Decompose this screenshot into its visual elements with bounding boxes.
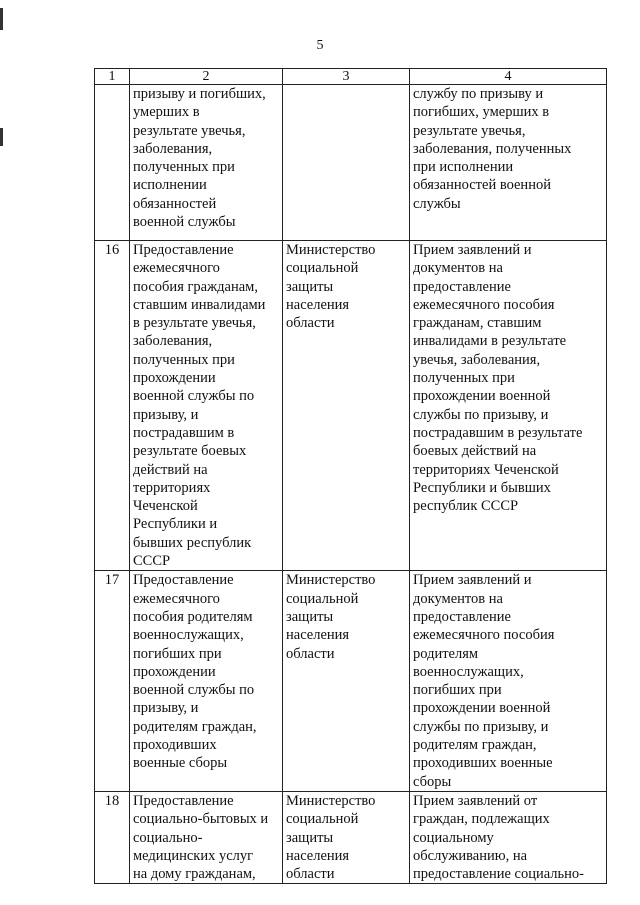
- table-row: [95, 85, 607, 241]
- header-row: [95, 69, 607, 85]
- service-name: Предоставление ежемесячного пособия гражданам, ставшим инвалидами в результате увечья, заболевания, полученных при прохождении военной службы по призыву, и пострадавшим в результате боевых действий на территориях Чеченской Республики и бывших республик СССР: [130, 241, 283, 571]
- column-header: 1: [95, 69, 130, 85]
- service-name: Предоставление социально-бытовых и социально- медицинских услуг на дому гражданам,: [130, 791, 283, 883]
- authority-name: Министерство социальной защиты населения области: [283, 791, 410, 883]
- action-description: Прием заявлений от граждан, подлежащих социальному обслуживанию, на предоставление социально-: [410, 791, 607, 883]
- authority-name: [283, 85, 410, 241]
- table-row: [95, 571, 607, 792]
- scan-edge-mark: [0, 8, 3, 30]
- page-number: 5: [316, 38, 324, 53]
- action-description: Прием заявлений и документов на предоставление ежемесячного пособия родителям военнослужащих, погибших при прохождении военной службы по призыву, и родителям граждан, проходивших военные сборы: [410, 571, 607, 792]
- row-number: 16: [95, 241, 130, 571]
- table-row: [95, 791, 607, 883]
- authority-name: Министерство социальной защиты населения области: [283, 571, 410, 792]
- table-row: [95, 241, 607, 571]
- scan-edge-mark: [0, 128, 3, 146]
- action-description: службу по призыву и погибших, умерших в результате увечья, заболевания, полученных при исполнении обязанностей военной службы: [410, 85, 607, 241]
- authority-name: Министерство социальной защиты населения области: [283, 241, 410, 571]
- service-name: Предоставление ежемесячного пособия родителям военнослужащих, погибших при прохождении военной службы по призыву, и родителям граждан, проходивших военные сборы: [130, 571, 283, 792]
- column-header: 3: [283, 69, 410, 85]
- column-header: 2: [130, 69, 283, 85]
- action-description: Прием заявлений и документов на предоставление ежемесячного пособия гражданам, ставшим инвалидами в результате увечья, заболевания, полученных при прохождении военной службы по призыву, и пострадавшим в результате боевых действий на территориях Чеченской Республики и бывших республик СССР: [410, 241, 607, 571]
- row-number: 18: [95, 791, 130, 883]
- service-name: призыву и погибших, умерших в результате увечья, заболевания, полученных при исполнении обязанностей военной службы: [130, 85, 283, 241]
- column-header: 4: [410, 69, 607, 85]
- services-table: [94, 68, 607, 884]
- row-number: [95, 85, 130, 241]
- row-number: 17: [95, 571, 130, 792]
